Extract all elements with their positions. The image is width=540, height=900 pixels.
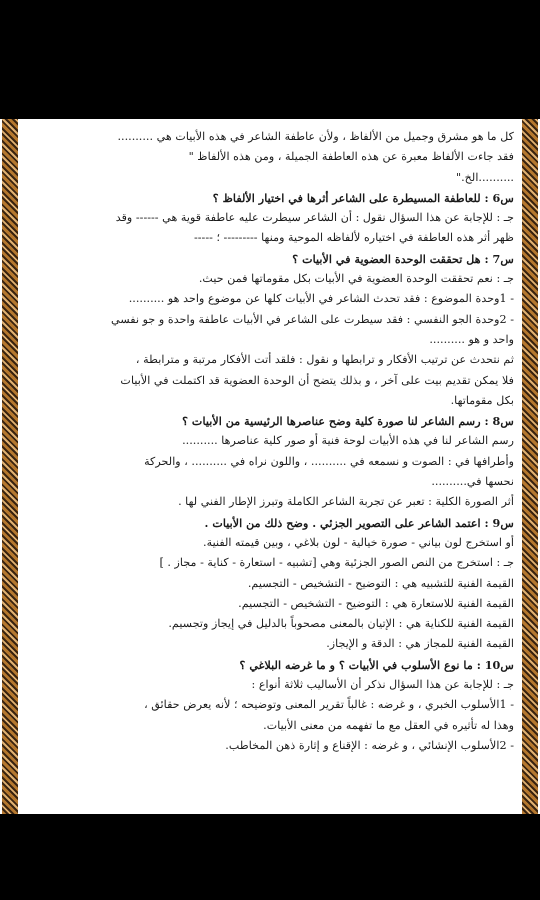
text-line: جـ : استخرج من النص الصور الجزئية وهي [تشبيه - استعارة - كناية - مجاز . ] xyxy=(159,556,514,570)
question-line: س8 : رسم الشاعر لنا صورة كلية وضح عناصرها الرئيسية من الأبيات ؟ xyxy=(182,414,514,429)
text-line: جـ : للإجابة عن هذا السؤال نقول : أن الشاعر سيطرت عليه عاطفة قوية هي ------ وقد xyxy=(115,211,514,225)
text-line: - 1الأسلوب الخبري ، و غرضه : غالباً تقرير المعنى وتوضيحه ؛ لأنه يعرض حقائق ، xyxy=(144,698,514,712)
text-line: رسم الشاعر لنا في هذه الأبيات لوحة فنية أو صور كلية عناصرها .......... xyxy=(182,434,514,448)
text-line: وأطرافها في : الصوت و نسمعه في .......... ، واللون نراه في .......... ، والحركة xyxy=(144,454,514,468)
text-line: كل ما هو مشرق وجميل من الألفاظ ، ولأن عاطفة الشاعر في هذه الأبيات هي .......... xyxy=(117,130,514,143)
decorative-border-left xyxy=(2,119,18,814)
question-line: س7 : هل تحققت الوحدة العضوية في الأبيات ؟ xyxy=(292,251,514,266)
text-line: فقد جاءت الألفاظ معبرة عن هذه العاطفة الجميلة ، ومن هذه الألفاظ " xyxy=(188,150,514,164)
text-line: ثم نتحدث عن ترتيب الأفكار و ترابطها و نقول : فلقد أتت الأفكار مرتبة و مترابطة ، xyxy=(135,353,514,367)
text-line: - 1وحدة الموضوع : فقد تحدث الشاعر في الأبيات كلها عن موضوع واحد هو .......... xyxy=(128,292,514,306)
text-line: نحسها في.......... xyxy=(431,475,514,489)
text-line: القيمة الفنية للكناية هي : الإتيان بالمعنى مصحوباً بالدليل في إيجاز وتجسيم. xyxy=(168,617,514,631)
question-line: س6 : للعاطفة المسيطرة على الشاعر أثرها في اختيار الألفاظ ؟ xyxy=(212,190,514,205)
text-line: بكل مقوماتها. xyxy=(450,393,514,407)
text-line: ..........الخ." xyxy=(455,170,514,184)
text-line: فلا يمكن تقديم بيت على آخر ، و بذلك يتضح أن الوحدة العضوية قد اكتملت في الأبيات xyxy=(120,373,514,387)
text-line: أثر الصورة الكلية : تعبر عن تجربة الشاعر الكاملة وتبرز الإطار الفني لها . xyxy=(178,495,514,509)
question-line: س9 : اعتمد الشاعر على التصوير الجزئي . وضح ذلك من الأبيات . xyxy=(204,515,514,530)
text-line: واحد و هو .......... xyxy=(429,332,514,346)
text-line: جـ : نعم تحققت الوحدة العضوية في الأبيات بكل مقوماتها فمن حيث. xyxy=(198,272,514,286)
document-text xyxy=(26,127,514,806)
text-line: - 2وحدة الجو النفسي : فقد سيطرت على الشاعر في الأبيات عاطفة واحدة و جو نفسي xyxy=(111,312,514,326)
text-line: القيمة الفنية للتشبيه هي : التوضيح - التشخيص - التجسيم. xyxy=(247,576,514,590)
text-line: أو استخرج لون بياني - صورة خيالية - لون بلاغي ، وبين قيمته الفنية. xyxy=(203,535,514,549)
text-line: وهذا له تأثيره في العقل مع ما تفهمه من معنى الأبيات. xyxy=(263,718,514,732)
text-line: - 2الأسلوب الإنشائي ، و غرضه : الإقناع و إثارة ذهن المخاطب. xyxy=(225,738,514,752)
document-page xyxy=(0,119,540,814)
text-line: جـ : للإجابة عن هذا السؤال نذكر أن الأساليب ثلاثة أنواع : xyxy=(251,678,514,692)
decorative-border-right xyxy=(522,119,538,814)
question-line: س10 : ما نوع الأسلوب في الأبيات ؟ و ما غرضه البلاغي ؟ xyxy=(239,657,514,672)
text-line: ظهر أثر هذه العاطفة في اختياره لألفاظه الموحية ومنها --------- ؛ ----- xyxy=(193,231,514,245)
text-line: القيمة الفنية للاستعارة هي : التوضيح - التشخيص - التجسيم. xyxy=(238,596,514,610)
text-line: القيمة الفنية للمجاز هي : الدقة و الإيجاز. xyxy=(326,637,514,651)
